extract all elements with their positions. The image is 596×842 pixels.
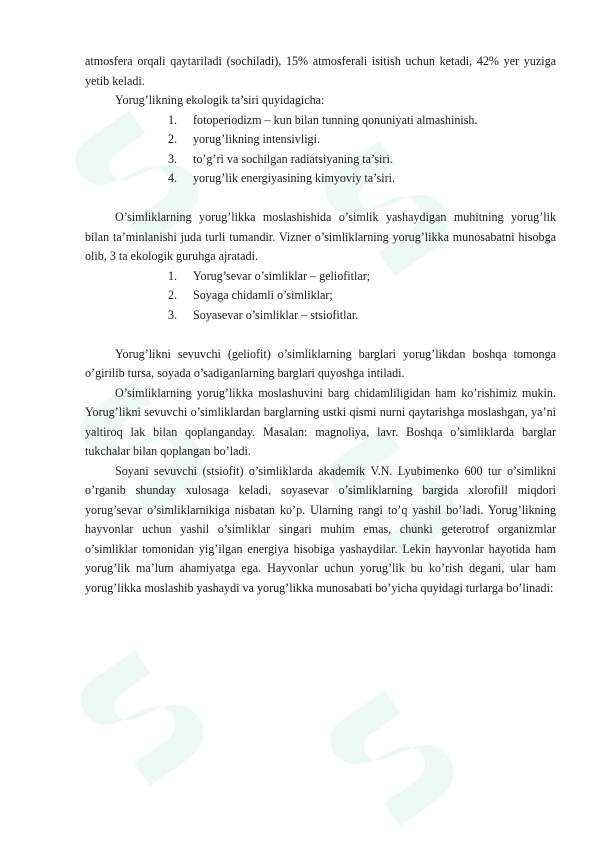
list-item-text: Soyasevar o’simliklar – stsiofitlar.: [193, 307, 359, 322]
paragraph-radiation: atmosfera orqali qaytariladi (sochiladi), 15% atmosferali isitish uchun ketadi, 42% yer yuziga yetib keladi.: [85, 54, 556, 88]
list-item-text: Soyaga chidamli o’simliklar;: [193, 288, 333, 302]
list-number: 1.: [168, 268, 178, 283]
list-item: [85, 150, 556, 170]
document-page: [85, 52, 556, 598]
paragraph-geliofit: Yorug’likni sevuvchi (geliofit) o’simliklarning barglari yorug’likdan boshqa tomonga o’girilib tursa, soyada o’sadiganlarning barglari quyoshga intiladi.: [85, 346, 556, 380]
spacer: [85, 325, 556, 345]
paragraph-list-intro: Yorug’likning ekologik ta’siri quyidagicha:: [115, 93, 325, 107]
paragraph-stsiofit: Soyani sevuvchi (stsiofit) o’simliklarda akademik V.N. Lyubimenko 600 tur o’simlikni o’rganib shunday xulosaga keladi, soyasevar o’simliklarning bargida xlorofill miqdori yorug’sevar o’simliklarnikiga nisbatan ko’p. Ularning rangi to’q yashil bo’ladi. Yorug’likning hayvonlar uchun yashil o’simliklar singari muhim emas, chunki geterotrof organizmlar o’simliklar tomonidan yig’ilgan energiya hisobiga yashaydilar. Lekin hayvonlar hayotida ham yorug’lik ma’lum ahamiyatga ega. Hayvonlar uchun yorug’lik bu ko’rish degani, ular ham yorug’likka moslashib yashaydi va yorug’likka munosabati bo’yicha quyidagi turlarga bo’linadi:: [85, 463, 556, 595]
paragraph-leaf-resistance: O’simliklarning yorug’likka moslashuvini barg chidamliligidan ham ko’rishimiz mukin. Yorug’likni sevuvchi o’simliklardan barglarning ustki qismi nurni qaytarishga moslashgan, ya’ni yaltiroq lak bilan qoplanganday. Masalan: magnoliya, lavr. Boshqa o’simliklarda barglar tukchalar bilan qoplangan bo’ladi.: [85, 385, 556, 458]
list-item: [85, 306, 556, 326]
list-number: 2.: [168, 288, 178, 302]
list-item-text: Yorug’sevar o’simliklar – geliofitlar;: [193, 268, 371, 283]
plant-groups-list: [85, 267, 556, 326]
list-number: 4.: [168, 171, 178, 185]
list-item-text: yorug’lik energiyasining kimyoviy ta’siri.: [193, 171, 395, 185]
list-number: 3.: [168, 307, 178, 322]
list-item: [85, 111, 556, 131]
list-item: [85, 286, 556, 306]
ecological-effects-list: [85, 111, 556, 189]
list-number: 2.: [168, 132, 178, 146]
list-item: [85, 267, 556, 287]
list-number: 3.: [168, 151, 178, 166]
list-number: 1.: [168, 112, 178, 127]
paragraph-adaptation: O’simliklarning yorug’likka moslashishida o’simlik yashaydigan muhitning yorug’lik bilan ta’minlanishi juda turli tumandir. Vizner o’simliklarning yorug’likka munosabatni hisobga olib, 3 ta ekologik guruhga ajratadi.: [85, 210, 556, 263]
list-item-text: yorug’likning intensivligi.: [193, 132, 320, 146]
spacer: [85, 189, 556, 209]
list-item-text: to’g’ri va sochilgan radiatsiyaning ta’siri.: [193, 151, 393, 166]
list-item: [85, 130, 556, 150]
list-item-text: fotoperiodizm – kun bilan tunning qonuniyati almashinish.: [193, 112, 478, 127]
list-item: [85, 169, 556, 189]
